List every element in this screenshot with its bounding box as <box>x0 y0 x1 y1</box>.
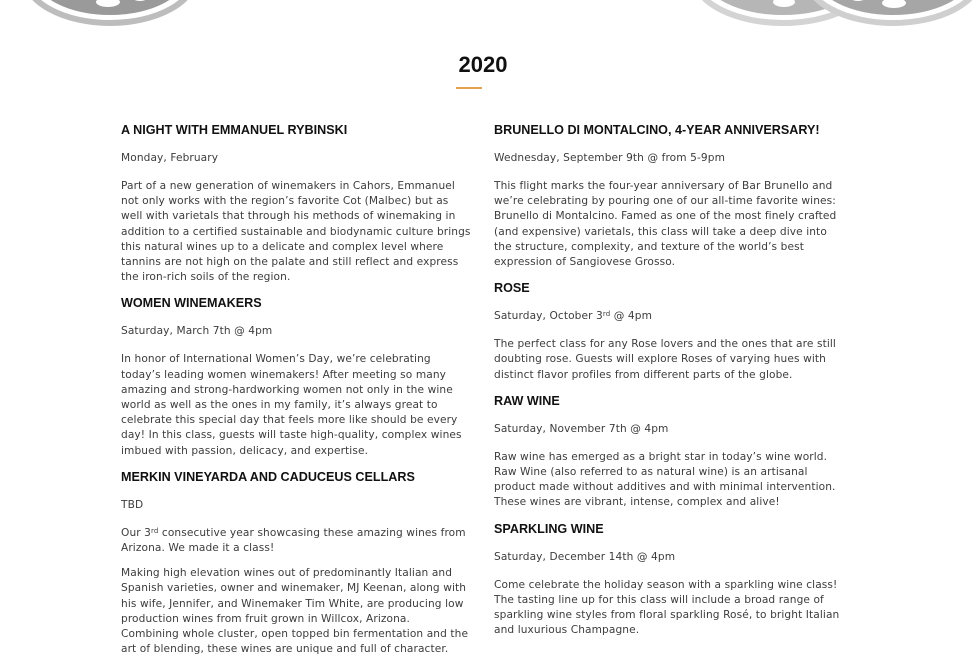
event-brunello-anniversary <box>494 122 844 270</box>
event-date: TBD <box>121 498 144 511</box>
event-description: Come celebrate the holiday season with a sparkling wine class! The tasting line up for this class will include a broad range of sparkling wine styles from floral sparkling Rosé, to bright Italian and luxurious Champagne. <box>494 578 840 637</box>
text-segment: Saturday, October 3 <box>494 310 603 323</box>
event-women-winemakers <box>121 295 471 458</box>
event-raw-wine <box>494 393 844 511</box>
text-segment: consecutive year showcasing these amazing wines from Arizona. We made it a class! <box>121 526 466 555</box>
decorative-logo-right <box>688 0 978 26</box>
event-title: MERKIN VINEYARDA AND CADUCEUS CELLARS <box>121 469 415 484</box>
event-date: Saturday, November 7th @ 4pm <box>494 422 669 435</box>
event-title: SPARKLING WINE <box>494 521 604 536</box>
event-description: The perfect class for any Rose lovers and the ones that are still doubting rose. Guests will explore Roses of varying hues with distinct flavor profiles from different parts of the globe. <box>494 338 836 381</box>
event-description: In honor of International Women’s Day, we’re celebrating today’s leading women winemakers! After meeting so many amazing and strong-hardworking women not only in the wine world as well as the ones in my family, it’s always great to celebrate this special day that feels more like should be every day! In this class, guests will taste high-quality, complex wines imbued with passion, delicacy, and expertise. <box>121 353 462 457</box>
heading-underline <box>456 87 482 89</box>
events-column-left <box>121 122 471 667</box>
event-description <box>121 526 471 556</box>
ordinal-suffix: rd <box>151 526 159 535</box>
year-heading: 2020 <box>458 52 508 77</box>
events-column-right <box>494 122 844 648</box>
event-date: Saturday, December 14th @ 4pm <box>494 550 676 563</box>
event-date <box>494 309 844 324</box>
event-title: A NIGHT WITH EMMANUEL RYBINSKI <box>121 123 348 137</box>
decorative-logo-left <box>20 0 200 26</box>
event-merkin-vineyards <box>121 469 471 658</box>
event-description: Raw wine has emerged as a bright star in today’s wine world. Raw Wine (also referred to as natural wine) is an artisanal product made without additives and with minimal intervention. These wines are vibrant, intense, complex and alive! <box>494 450 836 509</box>
event-rybinski <box>121 122 471 285</box>
ordinal-suffix: rd <box>602 310 611 319</box>
event-description: Part of a new generation of winemakers in Cahors, Emmanuel not only works with the region’s favorite Cot (Malbec) but as well with varietals that through his methods of winemaking in addition to a certified sustainable and biodynamic culture brings this natural wines up to a delicate and complex level where tannins are not high on the palate and still reflect and express the iron-rich soils of the region. <box>121 180 471 284</box>
event-title: BRUNELLO DI MONTALCINO, 4-YEAR ANNIVERSARY! <box>494 123 820 137</box>
event-title: WOMEN WINEMAKERS <box>121 296 262 311</box>
event-rose <box>494 280 844 383</box>
text-segment: Our 3 <box>121 526 152 539</box>
event-date: Monday, February <box>121 152 219 164</box>
event-date: Wednesday, September 9th @ from 5-9pm <box>494 152 725 164</box>
event-date: Saturday, March 7th @ 4pm <box>121 325 273 338</box>
text-segment: @ 4pm <box>610 310 653 323</box>
event-sparkling-wine <box>494 521 844 639</box>
event-description: This flight marks the four-year anniversary of Bar Brunello and we’re celebrating by pouring one of our all-time favorite wines: Brunello di Montalcino. Famed as one of the most finely crafted (and expensive) varietals, this class will take a deep dive into the structure, complexity, and texture of the world’s best expression of Sangiovese Grosso. <box>494 180 837 269</box>
event-title: RAW WINE <box>494 393 560 408</box>
event-title: ROSE <box>494 281 530 296</box>
event-description: Making high elevation wines out of predominantly Italian and Spanish varieties, owner and winemaker, MJ Keenan, along with his wife, Jennifer, and Winemaker Tim White, are producing low production wines from fruit grown in Willcox, Arizona. Combining whole cluster, open topped bin fermentation and the art of blending, these wines are unique and full of character. <box>121 567 469 656</box>
